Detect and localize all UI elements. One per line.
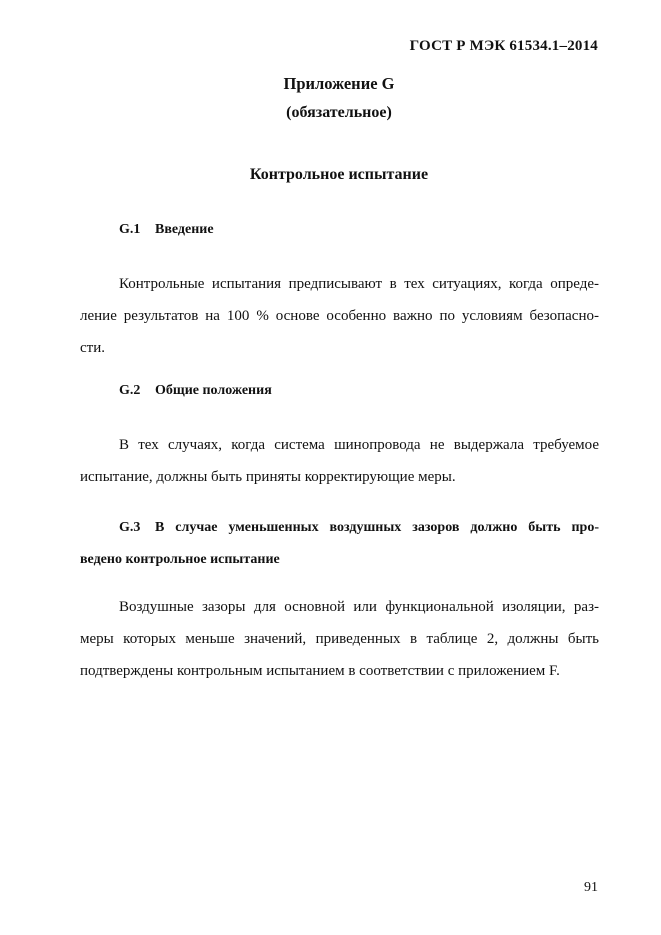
appendix-subtitle: (обязательное) (286, 104, 392, 121)
section-g1-number: G.1 (119, 222, 141, 237)
section-g3-number: G.3 (119, 520, 141, 535)
section-g3-heading-line (80, 512, 599, 544)
paragraph-line: ление результатов на 100 % основе особенно важно по условиям безопасно- (80, 308, 599, 324)
page-number: 91 (584, 880, 598, 895)
section-g2-heading (119, 383, 272, 399)
section-g1-paragraph (80, 268, 599, 364)
section-g1-heading (119, 222, 214, 238)
paragraph-line: сти. (80, 340, 105, 356)
section-g1-title: Введение (155, 222, 214, 237)
section-g3-title-line: ведено контрольное испытание (80, 552, 280, 567)
appendix-title: Приложение G (283, 74, 395, 93)
section-g3-title-line: В случае уменьшенных воздушных зазоров должно быть про- (155, 520, 599, 535)
document-title: Контрольное испытание (249, 166, 429, 183)
paragraph-line: В тех случаях, когда система шинопровода не выдержала требуемое (119, 437, 599, 453)
section-g3-heading (80, 512, 599, 576)
paragraph-line: меры которых меньше значений, приведенных в таблице 2, должны быть (80, 631, 599, 647)
section-g2-number: G.2 (119, 383, 141, 398)
paragraph-line: Воздушные зазоры для основной или функциональной изоляции, раз- (119, 599, 599, 615)
section-g2-title: Общие положения (155, 383, 272, 398)
section-g3-paragraph (80, 591, 599, 687)
paragraph-line: подтверждены контрольным испытанием в соответствии с приложением F. (80, 663, 560, 679)
paragraph-line: Контрольные испытания предписывают в тех ситуациях, когда опреде- (119, 276, 599, 292)
section-g2-paragraph (80, 429, 599, 493)
standard-code-header: ГОСТ Р МЭК 61534.1–2014 (409, 38, 598, 54)
paragraph-line: испытание, должны быть приняты корректирующие меры. (80, 469, 456, 485)
